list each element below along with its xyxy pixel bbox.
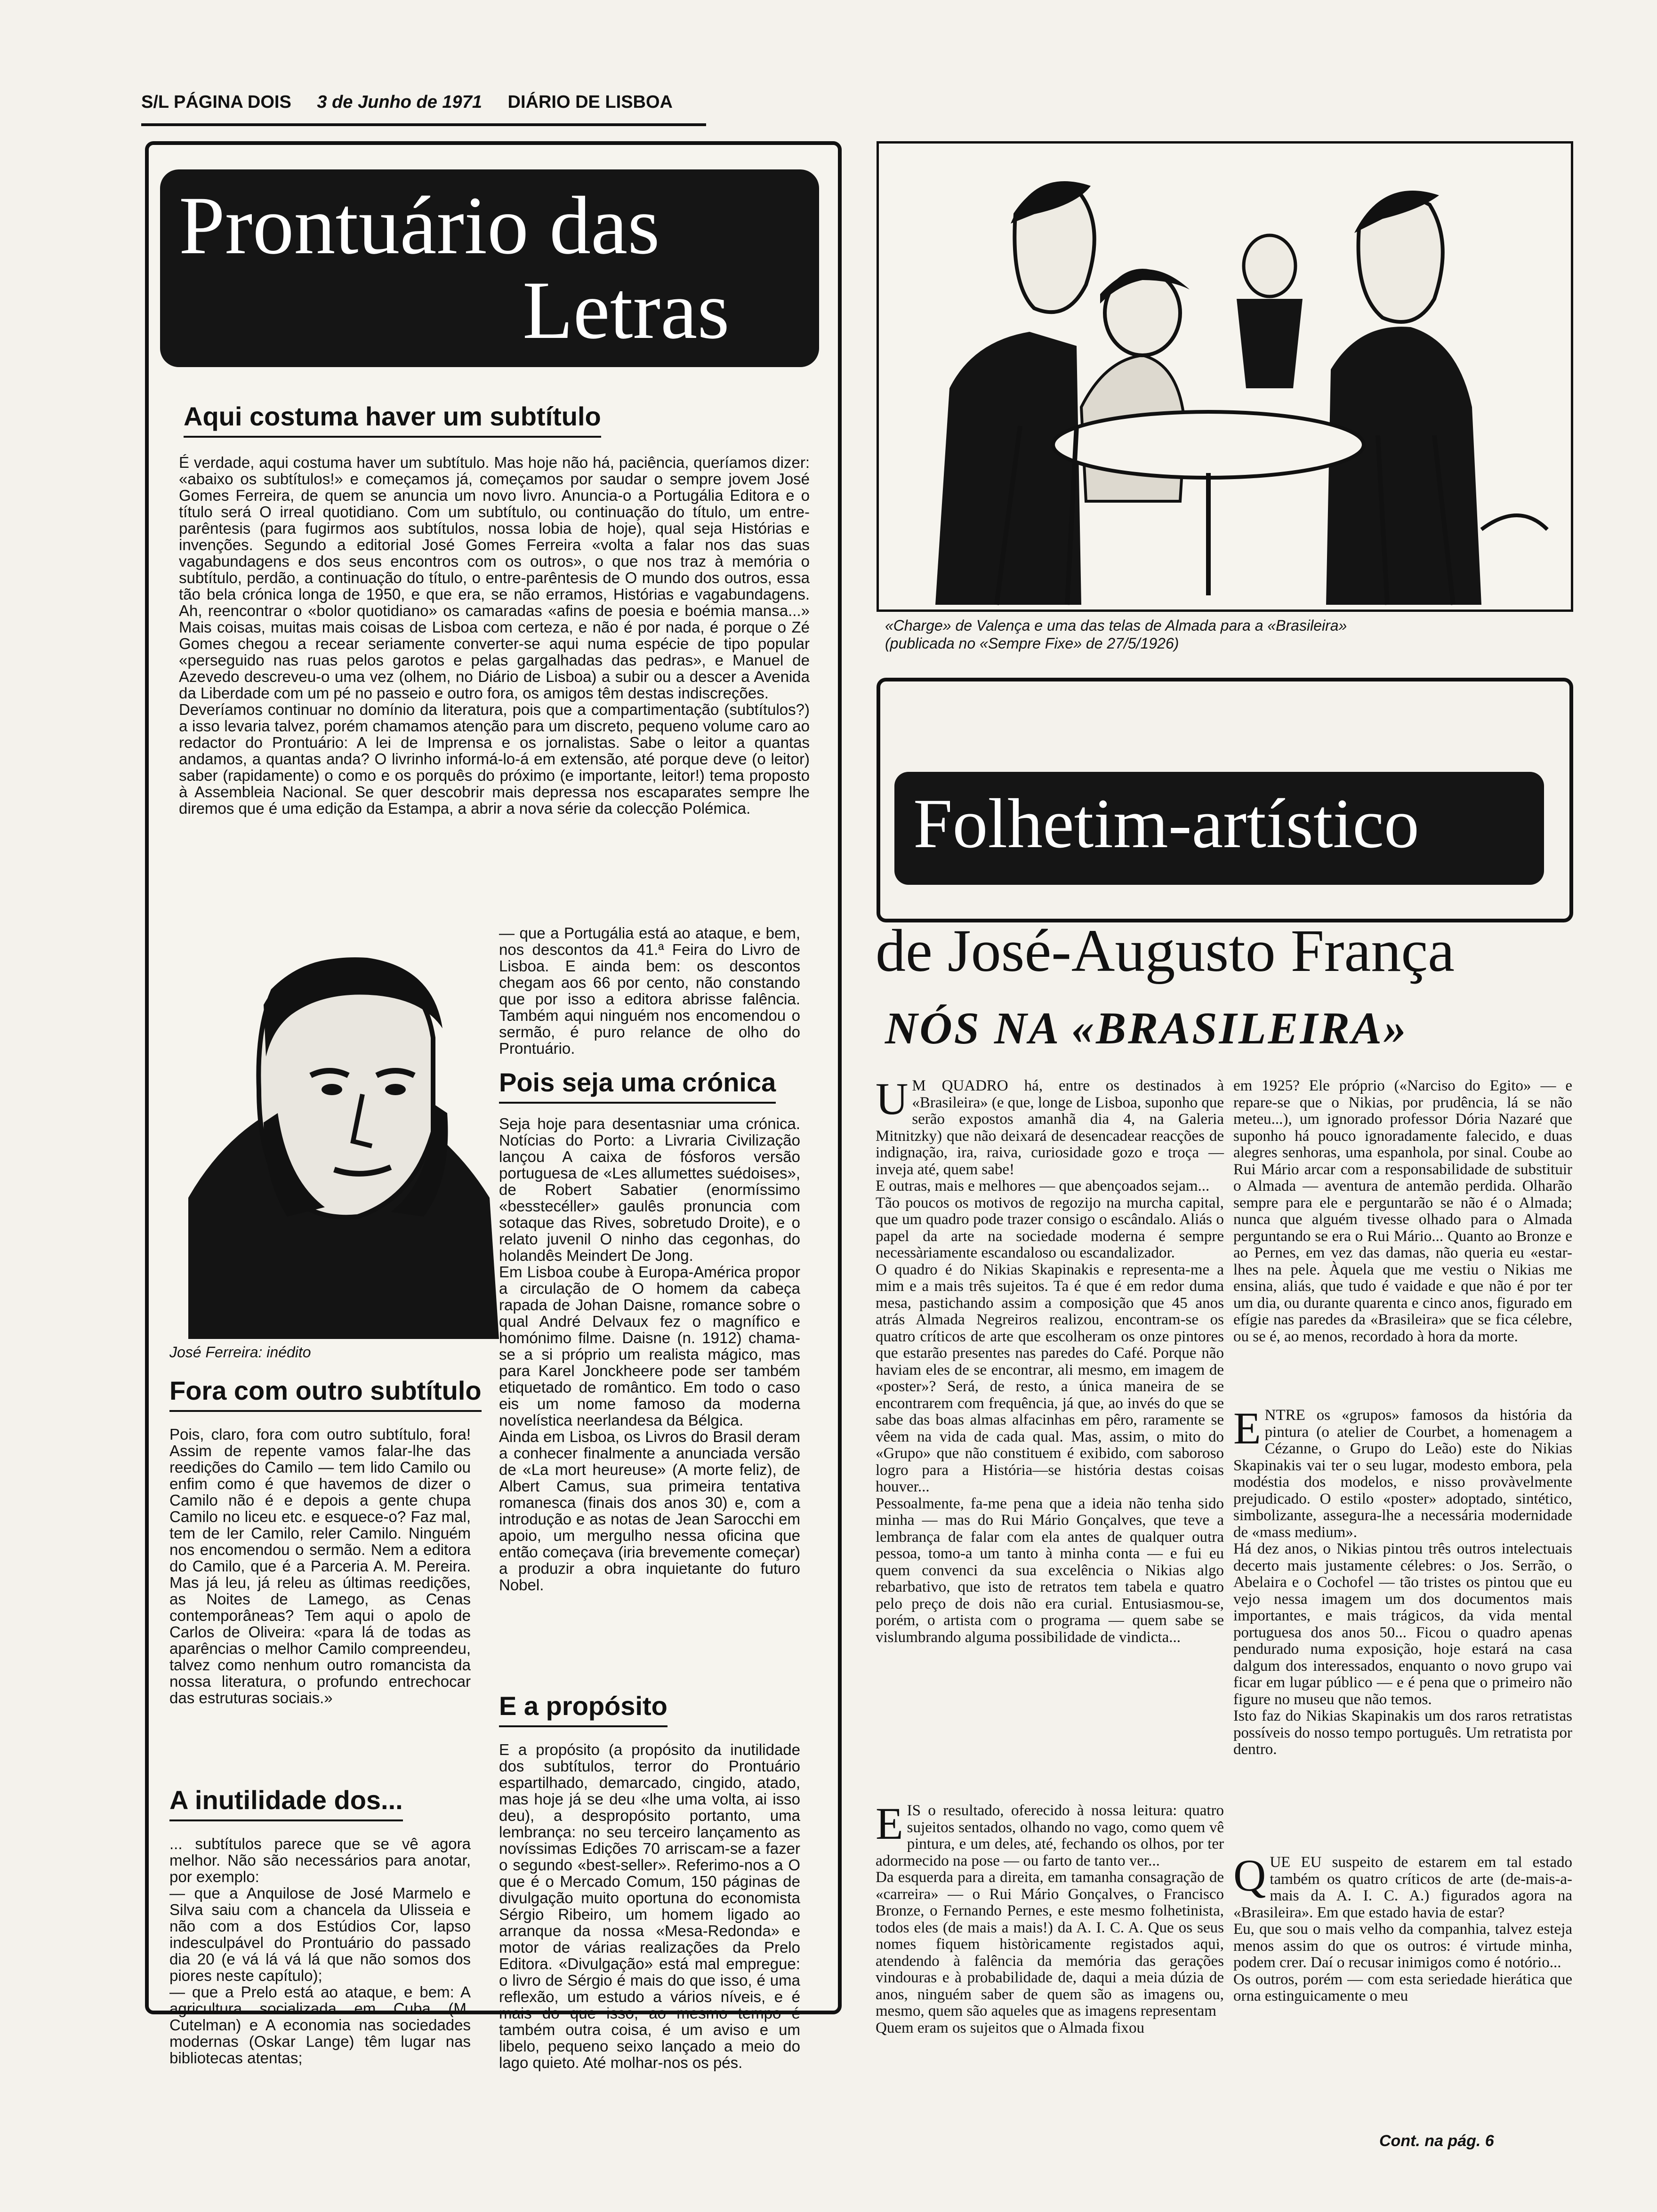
drop-cap-e: E bbox=[876, 1798, 903, 1849]
drop-cap-entre: E bbox=[1233, 1403, 1261, 1453]
portrait-drawing bbox=[169, 934, 499, 1339]
folhetim-banner: Folhetim-artístico bbox=[894, 772, 1544, 885]
portrait-illustration bbox=[169, 934, 499, 1339]
section-title-fora: Fora com outro subtítulo bbox=[169, 1374, 482, 1412]
section-title-subtitulo: Aqui costuma haver um subtítulo bbox=[184, 400, 601, 438]
header-rule bbox=[141, 123, 706, 126]
page-code: S/L PÁGINA DOIS bbox=[141, 92, 291, 112]
folhetim-body-b3: UE EU suspeito de estarem em tal estado também os quatro críticos de arte (de-mais-a-mais da A. I. C. A.) figurados agora na «Brasileira». Em que estado havia de estar? Eu, que sou o mais velho da companhia, talvez esteja menos assim do que os outros: é virtude minha, podem crer. Daí o recusar inimigos como é notório... Os outros, porém — com esta seriedade hierática que orna estinguicamente o meu bbox=[1233, 1854, 1572, 2004]
folhetim-column-a bbox=[876, 1074, 1224, 1793]
banner-line-1: Prontuário das bbox=[179, 180, 660, 272]
caricature-caption: «Charge» de Valença e uma das telas de Almada para a «Brasileira» (publicada no «Sempre Fixe» de 27/5/1926) bbox=[885, 617, 1347, 652]
folhetim-column-b3 bbox=[1233, 1850, 1572, 2127]
article-body-inutilidade: ... subtítulos parece que se vê agora melhor. Não são necessários para anotar, por exemplo: — que a Anquilose de José Marmelo e Silva saiu com a chancela da Ulisseia e não com a dos Estúdios Cor, lapso indesculpável do Prontuário do passado dia 20 (e vá lá vá lá que não somos dos piores neste capítulo); — que a Prelo está ao ataque, e bem: A agricultura socializada em Cuba (M. Cutelman) e A economia nas sociedades modernas (Oskar Lange) têm lugar nas bibliotecas atentas; bbox=[169, 1835, 471, 2067]
drop-cap-u: U bbox=[876, 1074, 909, 1124]
byline: de José-Augusto França bbox=[876, 917, 1455, 984]
portrait-caption: José Ferreira: inédito bbox=[169, 1344, 311, 1361]
drop-cap-q: Q bbox=[1233, 1850, 1266, 1900]
section-title-inutilidade: A inutilidade dos... bbox=[169, 1784, 403, 1821]
issue-date: 3 de Junho de 1971 bbox=[317, 92, 482, 112]
banner-line-2: Letras bbox=[523, 264, 730, 356]
folhetim-body-b2: NTRE os «grupos» famosos da história da pintura (o atelier de Courbet, a homenagem a Cézanne, o Grupo do Leão) este do Nikias Skapinakis vai ter o seu lugar, modesto embora, pela modéstia dos modelos, e nisso provàvelmente prejudicado. O estilo «poster» adoptado, sintético, simbolizante, assegura-lhe a necessária modernidade de «mass medium». Há dez anos, o Nikias pintou três outros intelectuais decerto mais justamente célebres: o Jos. Serrão, o Abelaira e o Cochofel — tão tristes os pintou que eu vejo nessa imagem um dos documentos mais importantes, e mais trágicos, da vida mental portuguesa dos anos 50... Ficou o quadro apenas pendurado numa exposição, hoje estará na casa dalgum dos interessados, enquanto o novo grupo vai ficar em lugar público — e é pena que o primeiro não figure no museu que não temos. Isto faz do Nikias Skapinakis um dos raros retratistas possíveis do nosso tempo português. Um retratista por dentro. bbox=[1233, 1407, 1572, 1758]
folhetim-body-b: em 1925? Ele próprio («Narciso do Egito» — e repare-se que o Nikias, por prudência, lá se não meteu...), um ignorado professor Dória Nazaré que suponho há pouco ignoradamente falecido, e duas alegres senhoras, uma espanhola, por sinal. Coube ao Rui Mário arcar com a responsabilidade de substituir o Almada — aventura de antemão perdida. Olharão sempre para ele e perguntarão se não é o Almada; nunca que alguém tivesse olhado para o Almada perguntando se era o Rui Mário... Quanto ao Bronze e ao Pernes, em vez das damas, não queria eu «estar-lhes na pele. Àquela que me vestiu o Nikias me ensina, aliás, que tudo é vaidade e que não é por ter um dia, ou durante quarenta e cinco anos, figurado em efígie nas paredes da «Brasileira» que se fica célebre, ou se é, ao menos, recordado à hora da morte. bbox=[1233, 1077, 1572, 1345]
prontuario-banner bbox=[160, 169, 819, 367]
caricature-illustration bbox=[877, 141, 1573, 612]
section-title-proposito: E a propósito bbox=[499, 1690, 668, 1727]
newspaper-name: DIÁRIO DE LISBOA bbox=[507, 92, 673, 112]
article-body-cronica: Seja hoje para desentasniar uma crónica. Notícias do Porto: a Livraria Civilização lançou A caixa de fósforos versão portuguesa de «Les allumettes suédoises», de Robert Sabatier (enormíssimo «besstecéller» gaulês pronuncia com sotaque das Rives, sobretudo Droite), e o relato juvenil O ninho das cegonhas, do holandês Meindert De Jong. Em Lisboa coube à Europa-América propor a circulação de O homem da cabeça rapada de Johan Daisne, romance sobre o qual André Delvaux fez o magnífico e homónimo filme. Daisne (n. 1912) chama-se a si próprio um realista mágico, mas para Karel Jonckheere pode ser também etiquetado de romântico. Em todo o caso eis um nome famoso da moderna novelística neerlandesa da Bélgica. Ainda em Lisboa, os Livros do Brasil deram a conhecer finalmente a anunciada versão de «La mort heureuse» (A morte feliz), de Albert Camus, sua primeira tentativa romanesca (finais dos anos 30) e, com a introdução e as notas de Jean Sarocchi em apoio, um mergulho nessa oficina que então começava (iria brevemente começar) a produzir a obra inquietante do futuro Nobel. bbox=[499, 1115, 800, 1594]
headline: NÓS NA «BRASILEIRA» bbox=[885, 1003, 1408, 1053]
folhetim-body-a2: IS o resultado, oferecido à nossa leitura: quatro sujeitos sentados, olhando no vago, como quem vê pintura, e um deles, até, fechando os olhos, por ter adormecido na pose — ou farto de tanto ver... Da esquerda para a direita, em tamanha consagração de «carreira» — o Rui Mário Gonçalves, o Francisco Bronze, o Fernando Pernes, e este mesmo folhetinista, todos eles (de mais a mais!) da A. I. C. A. Que os seus nomes fiquem històricamente registados aqui, atendendo à falência da memória das gerações vindouras e à probabilidade de, daqui a meia dúzia de anos, ninguém saber de quem são as imagens ou, mesmo, quem são aqueles que as imagens representam Quem eram os sujeitos que o Almada fixou bbox=[876, 1802, 1224, 2036]
caricature-drawing bbox=[879, 144, 1571, 609]
article-body-proposito: E a propósito (a propósito da inutilidade dos subtítulos, terror do Prontuário espartilhado, demarcado, cingido, atado, mas hoje já se deu «lhe uma volta, ai isso deu), a despropósito portanto, uma lembrança: no seu terceiro lançamento as novíssimas Edições 70 arriscam-se a fazer o segundo «best-seller». Referimo-nos a O que é o Mercado Comum, 150 páginas de divulgação muito oportuna do economista Sérgio Ribeiro, um homem ligado ao arranque da nossa «Mesa-Redonda» e motor de várias realizações da Prelo Editora. «Divulgação» está mal empregue: o livro de Sérgio é mais do que isso, é uma reflexão, um estudo a vários níveis, e é mais do que isso, ao mesmo tempo é também outra coisa, é um aviso e um libelo, pequeno seixo lançado a meio do lago quieto. Até molhar-nos os pés. bbox=[499, 1741, 800, 2071]
running-head bbox=[141, 92, 706, 122]
folhetim-column-a2 bbox=[876, 1798, 1224, 2188]
folhetim-column-b2 bbox=[1233, 1403, 1572, 1817]
folhetim-body-a: M QUADRO há, entre os destinados à «Brasileira» (e que, longe de Lisboa, suponho que serão expostos amanhã dia 4, na Galeria Mitnitzky) que não deixará de desencadear reacções de indignação, ira, raiva, curiosidade gozo e troça — inveja até, quem sabe! E outras, mais e melhores — que abençoados sejam... Tão poucos os motivos de regozijo na murcha capital, que um quadro pode trazer consigo o escândalo. Aliás o papel da arte na sociedade moderna é sempre necessàriamente escandaloso ou escandalizador. O quadro é do Nikias Skapinakis e representa-me a mim e a mais três sujeitos. Ta é que é em redor duma mesa, pastichando assim a composição que 45 anos atrás Almada Negreiros realizou, encontram-se os quatro críticos de arte que escolheram os onze pintores que estarão presentes nas paredes do Café. Porque não haviam eles de se encontrar, ali mesmo, em imagem de «poster»? Será, de resto, a única maneira de se encontrarem com frequência, já que, ao invés do que se sabe das boas almas alfacinhas em pêro, raramente se vêem na vida de cada qual. Mas, assim, o mito do «Grupo» que não constituem é exibido, com saboroso logro para a História—se história destas coisas houver... Pessoalmente, fa-me pena que a ideia não tenha sido minha — mas do Rui Mário Gonçalves, que teve a lembrança de falar com ela antes de qualquer outra pessoa, tomo-a um tanto à minha conta — e fui eu quem convenci da sua excelência o Nikias algo rebarbativo, que isto de retratos tem tabela e quatro pelo preço de dois não era curial. Entusiasmou-se, porém, o artista com o programa — quem sabe se vislumbrando alguma possibilidade de vindicta... bbox=[876, 1077, 1224, 1646]
article-body-fora: Pois, claro, fora com outro subtítulo, fora! Assim de repente vamos falar-lhe das reedições do Camilo — tem lido Camilo ou enfim como é que havemos de dizer o Camilo não é e depois a gente chupa Camilo no liceu etc. e esquece-o? Faz mal, tem de ler Camilo, reler Camilo. Ninguém nos encomendou o sermão. Nem a editora do Camilo, que é a Parceria A. M. Pereira. Mas já leu, já releu as últimas reedições, as Noites de Lamego, as Cenas contemporâneas? Tem aqui o apolo de Carlos de Oliveira: «para lá de todas as aparências o melhor Camilo compreendeu, talvez como nenhum outro romancista da nossa literatura, o profundo entrechocar das estruturas sociais.» bbox=[169, 1426, 471, 1707]
continued-note: Cont. na pág. 6 bbox=[1379, 2132, 1494, 2150]
article-body-portugalia: — que a Portugália está ao ataque, e bem, nos descontos da 41.ª Feira do Livro de Lisboa. E ainda bem: os descontos chegam aos 66 por cento, não constando que por isso a editora abrisse falência. Também aqui ninguém nos encomendou o sermão, é puro relance de olho do Prontuário. bbox=[499, 924, 800, 1057]
section-title-cronica: Pois seja uma crónica bbox=[499, 1066, 776, 1104]
article-body-subtitulo: É verdade, aqui costuma haver um subtítulo. Mas hoje não há, paciência, queríamos dizer: «abaixo os subtítulos!» e começamos já, começamos por saudar o sempre jovem José Gomes Ferreira, de quem se anuncia um novo livro. Anuncia-o a Portugália Editora e o título será O irreal quotidiano. Com um subtítulo, ou continuação do título, um entre-parêntesis (para fugirmos aos subtítulos, nossa lobia de hoje), qual seja Histórias e invenções. Segundo a editorial José Gomes Ferreira «volta a falar nos das suas vagabundagens e dos seus encontros com os outros», o que nos traz à memória o subtítulo, perdão, a continuação do título, o entre-parêntesis de O mundo dos outros, essa tão bela crónica longa de 1950, e que era, se não erramos, Histórias e vagabundagens. Ah, reencontrar o «bolor quotidiano» os camaradas «afins de poesia e boémia mansa...» Mais coisas, muitas mais coisas de Lisboa com certeza, e não é por nada, é porque o Zé Gomes chegou a recear seriamente converter-se aqui numa espécie de tipo popular «perseguido nas ruas pelos garotos e pelas gargalhadas das pedras», e Manuel de Azevedo descreveu-o uma vez (olhem, no Diário de Lisboa) a subir ou a descer a Avenida da Liberdade com um pé no passeio e outro fora, os amigos têm destas indiscreções. Deveríamos continuar no domínio da literatura, pois que a compartimentação (subtítulos?) a isso levaria talvez, porém chamamos atenção para um discreto, pequeno volume caro ao redactor do Prontuário: A lei de Imprensa e os jornalistas. Sabe o leitor a quantas andamos, a quantas anda? O livrinho informá-lo-á em extensão, até porque deve (o leitor) saber (rapidamente) o como e os porquês do próximo (e importante, leitor!) tema proposto à Assembleia Nacional. Se quer descobrir mais depressa nos escaparates sempre lhe diremos que é uma edição da Estampa, a abrir a nova série da colecção Polémica. bbox=[179, 454, 810, 817]
